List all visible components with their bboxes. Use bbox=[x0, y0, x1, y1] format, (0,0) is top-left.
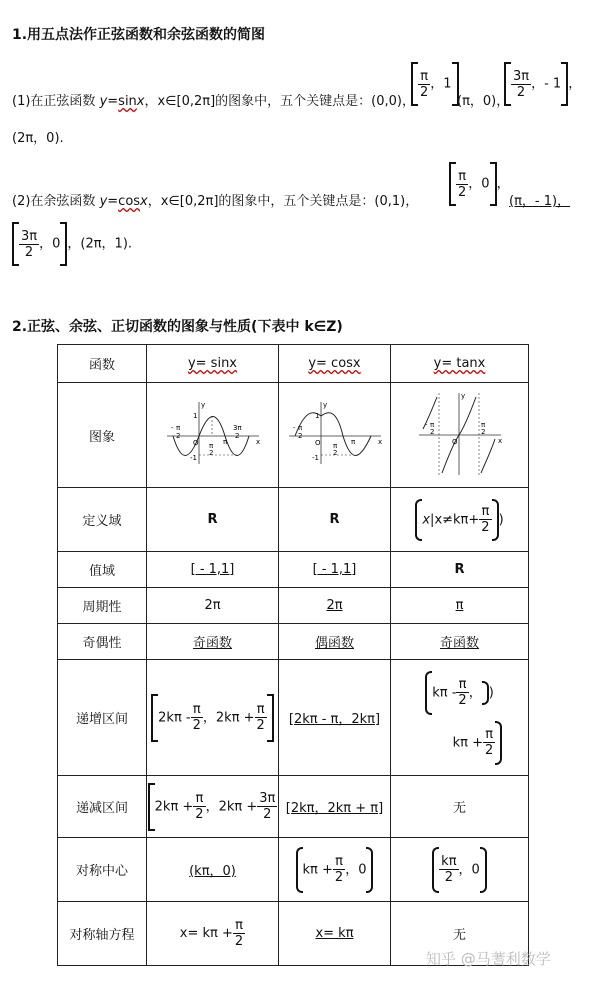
table-row bbox=[58, 488, 529, 552]
sin-period: 2π bbox=[147, 588, 279, 624]
table-row bbox=[58, 588, 529, 624]
tick-1: 1 bbox=[192, 412, 197, 420]
svg-text:π: π bbox=[175, 424, 180, 432]
svg-text:y: y bbox=[460, 392, 465, 400]
svg-text:x: x bbox=[377, 438, 382, 446]
cos-axis: x= kπ bbox=[279, 902, 391, 966]
tan-range: R bbox=[391, 552, 529, 588]
svg-text:π: π bbox=[350, 438, 355, 446]
table-row bbox=[58, 838, 529, 902]
tan-decreasing: 无 bbox=[391, 776, 529, 838]
cos-center: kπ + $\frac{\pi}{2}$ ，0 bbox=[279, 838, 391, 902]
sine-point-pi2: $\frac{\pi}{2}$ ，1 bbox=[411, 62, 459, 106]
sin-decreasing: 2kπ + $\frac{\pi}{2}$ ，2kπ + $\frac{3\pi}{2}$ bbox=[147, 776, 279, 838]
row-increasing-label: 递增区间 bbox=[58, 660, 147, 776]
svg-text:O: O bbox=[451, 438, 458, 446]
row-axis-label: 对称轴方程 bbox=[58, 902, 147, 966]
tick-origin: O bbox=[192, 439, 199, 447]
svg-text:2: 2 bbox=[480, 428, 485, 436]
head-function: 函数 bbox=[58, 345, 147, 383]
table-row bbox=[58, 660, 529, 776]
svg-text:π: π bbox=[208, 442, 213, 450]
svg-text:3π: 3π bbox=[232, 424, 242, 432]
sin-parity: 奇函数 bbox=[147, 624, 279, 660]
svg-text:O: O bbox=[314, 439, 321, 447]
cos-decreasing: [2kπ，2kπ + π] bbox=[279, 776, 391, 838]
watermark: 知乎 @马蓍利数学 bbox=[426, 950, 551, 968]
svg-text:y: y bbox=[322, 401, 327, 409]
sin-center: (kπ，0) bbox=[147, 838, 279, 902]
section2-title: 2.正弦、余弦、正切函数的图象与性质(下表中 k∈Z) bbox=[12, 319, 343, 335]
table-row bbox=[58, 552, 529, 588]
svg-text:2: 2 bbox=[234, 432, 239, 440]
row-decreasing-label: 递减区间 bbox=[58, 776, 147, 838]
svg-text:-1: -1 bbox=[311, 454, 319, 462]
cos-parity: 偶函数 bbox=[279, 624, 391, 660]
tan-period: π bbox=[391, 588, 529, 624]
table-row bbox=[58, 776, 529, 838]
tangent-curve-graph bbox=[415, 389, 505, 477]
cosine-point-pi2: $\frac{\pi}{2}$ ，0 ， bbox=[449, 162, 510, 206]
row-range-label: 值域 bbox=[58, 552, 147, 588]
svg-text:π: π bbox=[332, 442, 337, 450]
svg-text:-: - bbox=[292, 424, 296, 432]
trig-properties-table bbox=[57, 344, 529, 966]
tan-center: $\frac{k\pi}{2}$ ，0 bbox=[391, 838, 529, 902]
svg-text:2: 2 bbox=[175, 432, 180, 440]
sine-point-2pi: (2π，0). bbox=[12, 131, 64, 146]
sin-range: [ - 1,1] bbox=[147, 552, 279, 588]
svg-text:1: 1 bbox=[314, 412, 319, 420]
svg-text:-: - bbox=[170, 424, 174, 432]
head-sin: y= sinx bbox=[147, 345, 279, 383]
cosine-keypoints-line: (2)在余弦函数 y=cosx，x∈[0,2π]的图象中，五个关键点是：(0,1)， $\frac{\pi}{2}$ ，0 ， (π，- 1)， bbox=[12, 160, 587, 210]
svg-text:π: π bbox=[480, 421, 485, 429]
table-row bbox=[58, 345, 529, 383]
sin-axis: x= kπ + $\frac{\pi}{2}$ bbox=[147, 902, 279, 966]
row-period-label: 周期性 bbox=[58, 588, 147, 624]
cosine-curve-graph bbox=[285, 398, 385, 468]
cos-graph bbox=[279, 383, 391, 488]
tick-y: y bbox=[200, 401, 205, 409]
svg-text:π: π bbox=[429, 421, 434, 429]
sin-domain: R bbox=[147, 488, 279, 552]
tan-graph bbox=[391, 383, 529, 488]
svg-text:π: π bbox=[222, 438, 227, 446]
cosine-point-pi: (π，- 1)， bbox=[509, 194, 571, 209]
tan-axis: 无 bbox=[391, 902, 529, 966]
svg-text:2: 2 bbox=[429, 428, 434, 436]
cos-period: 2π bbox=[279, 588, 391, 624]
svg-text:x: x bbox=[497, 437, 502, 445]
tan-parity: 奇函数 bbox=[391, 624, 529, 660]
svg-text:2: 2 bbox=[332, 449, 337, 457]
head-cos: y= cosx bbox=[279, 345, 391, 383]
table-row bbox=[58, 624, 529, 660]
svg-text:-: - bbox=[424, 421, 428, 429]
section1-title: 1.用五点法作正弦函数和余弦函数的简图 bbox=[12, 27, 266, 43]
table-row bbox=[58, 383, 529, 488]
row-domain-label: 定义域 bbox=[58, 488, 147, 552]
tick-m1: -1 bbox=[189, 454, 197, 462]
head-tan: y= tanx bbox=[391, 345, 529, 383]
svg-text:π: π bbox=[297, 424, 302, 432]
sin-increasing: 2kπ - $\frac{\pi}{2}$ ，2kπ + $\frac{\pi}{2}$ bbox=[147, 660, 279, 776]
tan-domain: x|x≠kπ+ $\frac{\pi}{2}$ ) bbox=[391, 488, 529, 552]
svg-text:2: 2 bbox=[297, 432, 302, 440]
cosine-point-tail: $\frac{3\pi}{2}$ ，0 ，(2π，1). bbox=[12, 222, 132, 266]
sin-graph bbox=[147, 383, 279, 488]
sine-curve-graph bbox=[163, 398, 263, 468]
svg-text:2: 2 bbox=[208, 449, 213, 457]
sine-point-3pi2: $\frac{3\pi}{2}$ ，- 1 ， bbox=[504, 62, 581, 106]
cos-range: [ - 1,1] bbox=[279, 552, 391, 588]
tan-increasing: kπ - $\frac{\pi}{2}$ ， ) kπ + $\frac{\pi}{2}$ bbox=[391, 660, 529, 776]
sine-keypoints-line: (1)在正弦函数 y=sinx，x∈[0,2π]的图象中，五个关键点是：(0,0)， $\frac{\pi}{2}$ ，1 (π，0)， $\frac{3\pi}{2}$ ，- 1 ， bbox=[12, 60, 587, 110]
row-graph-label: 图象 bbox=[58, 383, 147, 488]
row-parity-label: 奇偶性 bbox=[58, 624, 147, 660]
row-center-label: 对称中心 bbox=[58, 838, 147, 902]
cos-domain: R bbox=[279, 488, 391, 552]
cos-increasing: [2kπ - π，2kπ] bbox=[279, 660, 391, 776]
tick-x: x bbox=[255, 438, 260, 446]
sine-point-pi: (π，0)， bbox=[457, 94, 510, 109]
